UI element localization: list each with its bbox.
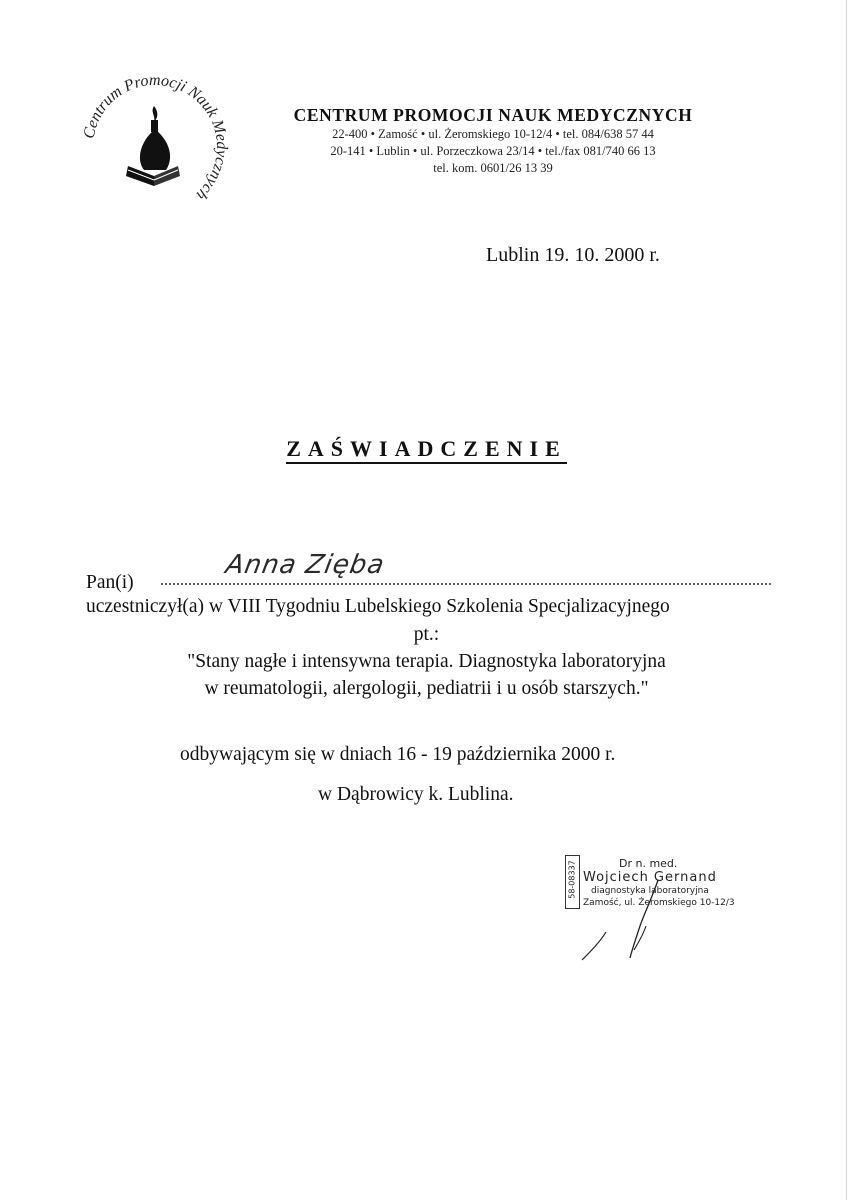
document-date: Lublin 19. 10. 2000 r. xyxy=(486,244,660,266)
course-title-line-2: w reumatologii, alergologii, pediatrii i u osób starszych." xyxy=(204,678,649,699)
course-location: w Dąbrowicy k. Lublina. xyxy=(318,784,514,805)
stamp-id-code: 58-08337 xyxy=(567,860,577,899)
stamp-name: Wojciech Gernand xyxy=(583,870,717,885)
institution-logo xyxy=(70,62,240,232)
stamp-specialty: diagnostyka laboratoryjna xyxy=(591,886,709,896)
title-prefix: pt.: xyxy=(413,624,440,645)
stamp-degree: Dr n. med. xyxy=(619,857,678,870)
participant-name-handwritten: Anna Zięba xyxy=(223,550,388,580)
address-zamosc: 22-400 • Zamość • ul. Żeromskiego 10-12/4 • tel. 084/638 57 44 xyxy=(332,127,654,141)
pan-label: Pan(i) xyxy=(86,572,134,593)
signature xyxy=(570,880,680,970)
name-dotted-line xyxy=(160,583,772,585)
mobile-phone: tel. kom. 0601/26 13 39 xyxy=(433,161,553,175)
stamp-address: Zamość, ul. Żeromskiego 10-12/3 xyxy=(583,898,735,908)
lamp-and-book-icon xyxy=(126,106,180,186)
logo-ring-text: Centrum Promocji Nauk Medycznych xyxy=(80,71,231,204)
document-title xyxy=(0,436,853,462)
page-edge xyxy=(846,0,847,1200)
course-dates: odbywającym się w dniach 16 - 19 października 2000 r. xyxy=(180,744,616,765)
course-title-line-1: "Stany nagłe i intensywna terapia. Diagnostyka laboratoryjna xyxy=(187,651,666,672)
participation-line: uczestniczył(a) w VIII Tygodniu Lubelskiego Szkolenia Specjalizacyjnego xyxy=(86,596,670,617)
letterhead xyxy=(258,105,728,177)
address-lublin: 20-141 • Lublin • ul. Porzeczkowa 23/14 • tel./fax 081/740 66 13 xyxy=(330,144,656,158)
document-title-text: ZAŚWIADCZENIE xyxy=(286,436,567,464)
organization-name: CENTRUM PROMOCJI NAUK MEDYCZNYCH xyxy=(293,105,693,125)
